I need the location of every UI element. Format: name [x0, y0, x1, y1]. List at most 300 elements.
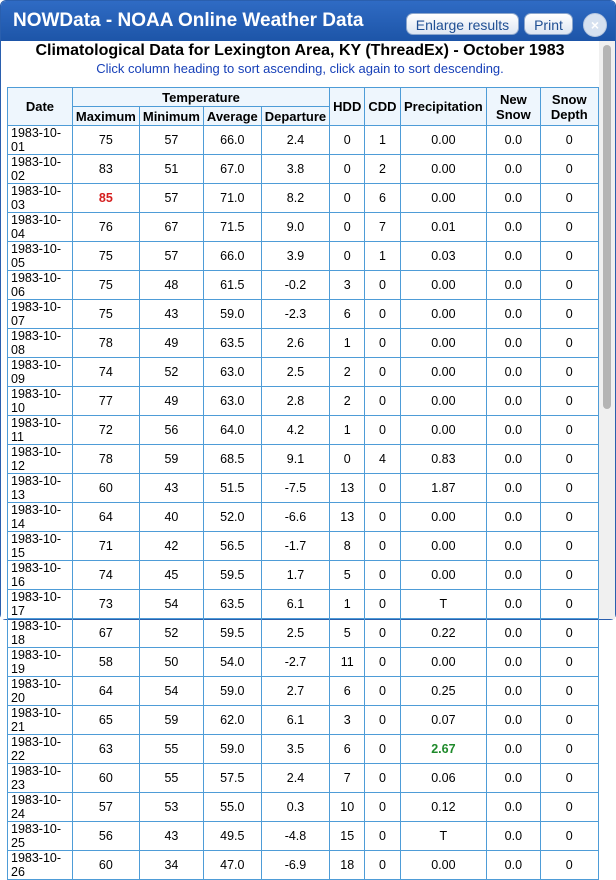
new-snow-cell: 0.0 — [487, 416, 540, 445]
table-row — [8, 445, 599, 474]
min-temp-cell: 51 — [139, 155, 203, 184]
column-header-average[interactable]: Average — [203, 107, 261, 126]
snow-depth-cell: 0 — [540, 387, 598, 416]
cdd-cell: 7 — [365, 213, 400, 242]
column-header-maximum[interactable]: Maximum — [72, 107, 139, 126]
min-temp-cell: 45 — [139, 561, 203, 590]
cdd-cell: 1 — [365, 242, 400, 271]
max-temp-cell: 78 — [72, 445, 139, 474]
hdd-cell: 0 — [330, 155, 365, 184]
min-temp-cell: 55 — [139, 735, 203, 764]
column-header-hdd[interactable]: HDD — [330, 88, 365, 126]
table-row — [8, 648, 599, 677]
avg-temp-cell: 59.0 — [203, 300, 261, 329]
min-temp-cell: 43 — [139, 474, 203, 503]
precipitation-cell: 0.00 — [400, 503, 487, 532]
min-temp-cell: 50 — [139, 648, 203, 677]
avg-temp-cell: 55.0 — [203, 793, 261, 822]
min-temp-cell: 52 — [139, 358, 203, 387]
column-header-departure[interactable]: Departure — [261, 107, 329, 126]
table-row — [8, 764, 599, 793]
new-snow-cell: 0.0 — [487, 851, 540, 880]
date-cell: 1983-10-10 — [8, 387, 73, 416]
precipitation-cell: 0.00 — [400, 300, 487, 329]
departure-cell: 3.8 — [261, 155, 329, 184]
title-bar — [1, 1, 615, 41]
avg-temp-cell: 63.0 — [203, 387, 261, 416]
avg-temp-cell: 59.0 — [203, 735, 261, 764]
snow-depth-cell: 0 — [540, 271, 598, 300]
precipitation-cell: 0.12 — [400, 793, 487, 822]
snow-depth-cell: 0 — [540, 184, 598, 213]
print-button[interactable]: Print — [524, 13, 573, 35]
cdd-cell: 0 — [365, 822, 400, 851]
date-cell: 1983-10-03 — [8, 184, 73, 213]
table-row — [8, 851, 599, 880]
max-temp-cell: 75 — [72, 300, 139, 329]
departure-cell: -2.7 — [261, 648, 329, 677]
date-cell: 1983-10-25 — [8, 822, 73, 851]
min-temp-cell: 56 — [139, 416, 203, 445]
hdd-cell: 1 — [330, 590, 365, 619]
cdd-cell: 0 — [365, 851, 400, 880]
max-temp-cell: 64 — [72, 677, 139, 706]
precipitation-cell: 0.00 — [400, 416, 487, 445]
hdd-cell: 0 — [330, 213, 365, 242]
new-snow-cell: 0.0 — [487, 213, 540, 242]
cdd-cell: 0 — [365, 300, 400, 329]
date-cell: 1983-10-24 — [8, 793, 73, 822]
snow-depth-cell: 0 — [540, 126, 598, 155]
min-temp-cell: 49 — [139, 329, 203, 358]
hdd-cell: 2 — [330, 358, 365, 387]
avg-temp-cell: 63.5 — [203, 329, 261, 358]
date-cell: 1983-10-16 — [8, 561, 73, 590]
max-temp-cell: 63 — [72, 735, 139, 764]
date-cell: 1983-10-05 — [8, 242, 73, 271]
precipitation-cell: 0.00 — [400, 358, 487, 387]
new-snow-cell: 0.0 — [487, 474, 540, 503]
snow-depth-cell: 0 — [540, 561, 598, 590]
cdd-cell: 1 — [365, 126, 400, 155]
precipitation-cell: 0.00 — [400, 561, 487, 590]
avg-temp-cell: 71.5 — [203, 213, 261, 242]
precipitation-cell: 0.00 — [400, 532, 487, 561]
max-temp-cell: 67 — [72, 619, 139, 648]
cdd-cell: 0 — [365, 590, 400, 619]
column-header-new-snow[interactable]: New Snow — [487, 88, 540, 126]
table-row — [8, 387, 599, 416]
cdd-cell: 6 — [365, 184, 400, 213]
precipitation-cell: 0.00 — [400, 155, 487, 184]
cdd-cell: 0 — [365, 532, 400, 561]
max-temp-cell: 72 — [72, 416, 139, 445]
precipitation-cell: 0.01 — [400, 213, 487, 242]
new-snow-cell: 0.0 — [487, 561, 540, 590]
max-temp-cell: 74 — [72, 358, 139, 387]
departure-cell: 9.1 — [261, 445, 329, 474]
sort-instructions: Click column heading to sort ascending, click again to sort descending. — [96, 61, 504, 76]
avg-temp-cell: 66.0 — [203, 242, 261, 271]
min-temp-cell: 52 — [139, 619, 203, 648]
new-snow-cell: 0.0 — [487, 503, 540, 532]
cdd-cell: 2 — [365, 155, 400, 184]
hdd-cell: 11 — [330, 648, 365, 677]
new-snow-cell: 0.0 — [487, 648, 540, 677]
max-temp-cell: 57 — [72, 793, 139, 822]
results-panel — [1, 41, 599, 879]
date-cell: 1983-10-08 — [8, 329, 73, 358]
min-temp-cell: 57 — [139, 126, 203, 155]
avg-temp-cell: 59.5 — [203, 619, 261, 648]
table-row — [8, 474, 599, 503]
avg-temp-cell: 54.0 — [203, 648, 261, 677]
max-temp-cell: 74 — [72, 561, 139, 590]
table-row — [8, 735, 599, 764]
hdd-cell: 5 — [330, 619, 365, 648]
new-snow-cell: 0.0 — [487, 329, 540, 358]
date-cell: 1983-10-17 — [8, 590, 73, 619]
snow-depth-cell: 0 — [540, 532, 598, 561]
departure-cell: -6.9 — [261, 851, 329, 880]
new-snow-cell: 0.0 — [487, 300, 540, 329]
date-cell: 1983-10-19 — [8, 648, 73, 677]
min-temp-cell: 59 — [139, 445, 203, 474]
hdd-cell: 0 — [330, 242, 365, 271]
hdd-cell: 13 — [330, 503, 365, 532]
min-temp-cell: 34 — [139, 851, 203, 880]
max-temp-cell: 60 — [72, 474, 139, 503]
avg-temp-cell: 63.5 — [203, 590, 261, 619]
max-temp-cell: 58 — [72, 648, 139, 677]
min-temp-cell: 67 — [139, 213, 203, 242]
hdd-cell: 0 — [330, 445, 365, 474]
report-heading: Climatological Data for Lexington Area, KY (ThreadEx) - October 1983 — [35, 42, 565, 59]
precipitation-cell: 1.87 — [400, 474, 487, 503]
min-temp-cell: 59 — [139, 706, 203, 735]
cdd-cell: 0 — [365, 561, 400, 590]
table-row — [8, 532, 599, 561]
departure-cell: 4.2 — [261, 416, 329, 445]
max-temp-cell: 75 — [72, 126, 139, 155]
precipitation-cell: 0.00 — [400, 184, 487, 213]
date-cell: 1983-10-02 — [8, 155, 73, 184]
cdd-cell: 0 — [365, 706, 400, 735]
min-temp-cell: 54 — [139, 590, 203, 619]
enlarge-results-button[interactable]: Enlarge results — [406, 13, 519, 35]
avg-temp-cell: 71.0 — [203, 184, 261, 213]
table-row — [8, 155, 599, 184]
hdd-cell: 10 — [330, 793, 365, 822]
table-row — [8, 329, 599, 358]
snow-depth-cell: 0 — [540, 677, 598, 706]
avg-temp-cell: 52.0 — [203, 503, 261, 532]
snow-depth-cell: 0 — [540, 706, 598, 735]
precipitation-cell: T — [400, 822, 487, 851]
departure-cell: -4.8 — [261, 822, 329, 851]
scrollbar-thumb[interactable] — [603, 45, 611, 409]
snow-depth-cell: 0 — [540, 474, 598, 503]
hdd-cell: 18 — [330, 851, 365, 880]
new-snow-cell: 0.0 — [487, 126, 540, 155]
min-temp-cell: 48 — [139, 271, 203, 300]
date-cell: 1983-10-06 — [8, 271, 73, 300]
date-cell: 1983-10-04 — [8, 213, 73, 242]
cdd-cell: 0 — [365, 271, 400, 300]
cdd-cell: 0 — [365, 416, 400, 445]
max-temp-cell: 73 — [72, 590, 139, 619]
cdd-cell: 0 — [365, 793, 400, 822]
date-cell: 1983-10-13 — [8, 474, 73, 503]
snow-depth-cell: 0 — [540, 764, 598, 793]
column-header-minimum[interactable]: Minimum — [139, 107, 203, 126]
table-body — [8, 126, 599, 880]
max-temp-cell: 60 — [72, 851, 139, 880]
snow-depth-cell: 0 — [540, 503, 598, 532]
cdd-cell: 0 — [365, 648, 400, 677]
new-snow-cell: 0.0 — [487, 764, 540, 793]
precipitation-cell: 0.22 — [400, 619, 487, 648]
new-snow-cell: 0.0 — [487, 184, 540, 213]
departure-cell: -6.6 — [261, 503, 329, 532]
min-temp-cell: 43 — [139, 300, 203, 329]
avg-temp-cell: 61.5 — [203, 271, 261, 300]
cdd-cell: 0 — [365, 677, 400, 706]
min-temp-cell: 55 — [139, 764, 203, 793]
date-cell: 1983-10-21 — [8, 706, 73, 735]
min-temp-cell: 43 — [139, 822, 203, 851]
avg-temp-cell: 49.5 — [203, 822, 261, 851]
date-cell: 1983-10-14 — [8, 503, 73, 532]
departure-cell: 3.9 — [261, 242, 329, 271]
departure-cell: 6.1 — [261, 706, 329, 735]
table-row — [8, 677, 599, 706]
table-row — [8, 416, 599, 445]
new-snow-cell: 0.0 — [487, 706, 540, 735]
avg-temp-cell: 57.5 — [203, 764, 261, 793]
precipitation-cell: 0.07 — [400, 706, 487, 735]
min-temp-cell: 57 — [139, 184, 203, 213]
max-temp-cell: 75 — [72, 242, 139, 271]
column-header-snow-depth[interactable]: Snow Depth — [540, 88, 598, 126]
snow-depth-cell: 0 — [540, 648, 598, 677]
snow-depth-cell: 0 — [540, 300, 598, 329]
cdd-cell: 0 — [365, 474, 400, 503]
max-temp-cell: 60 — [72, 764, 139, 793]
departure-cell: -1.7 — [261, 532, 329, 561]
avg-temp-cell: 66.0 — [203, 126, 261, 155]
departure-cell: 6.1 — [261, 590, 329, 619]
precipitation-cell: 0.00 — [400, 851, 487, 880]
avg-temp-cell: 59.0 — [203, 677, 261, 706]
date-cell: 1983-10-07 — [8, 300, 73, 329]
table-row — [8, 184, 599, 213]
date-cell: 1983-10-01 — [8, 126, 73, 155]
max-temp-cell: 85 — [72, 184, 139, 213]
table-row — [8, 503, 599, 532]
date-cell: 1983-10-20 — [8, 677, 73, 706]
snow-depth-cell: 0 — [540, 416, 598, 445]
precipitation-cell: T — [400, 590, 487, 619]
max-temp-cell: 71 — [72, 532, 139, 561]
date-cell: 1983-10-26 — [8, 851, 73, 880]
precipitation-cell: 0.06 — [400, 764, 487, 793]
table-row — [8, 242, 599, 271]
hdd-cell: 0 — [330, 126, 365, 155]
table-row — [8, 590, 599, 619]
max-temp-cell: 76 — [72, 213, 139, 242]
avg-temp-cell: 47.0 — [203, 851, 261, 880]
new-snow-cell: 0.0 — [487, 242, 540, 271]
date-cell: 1983-10-12 — [8, 445, 73, 474]
climate-data-table — [7, 87, 599, 880]
table-row — [8, 822, 599, 851]
new-snow-cell: 0.0 — [487, 387, 540, 416]
precipitation-cell: 0.25 — [400, 677, 487, 706]
cdd-cell: 0 — [365, 764, 400, 793]
departure-cell: 0.3 — [261, 793, 329, 822]
snow-depth-cell: 0 — [540, 329, 598, 358]
snow-depth-cell: 0 — [540, 213, 598, 242]
cdd-cell: 0 — [365, 619, 400, 648]
hdd-cell: 15 — [330, 822, 365, 851]
departure-cell: -0.2 — [261, 271, 329, 300]
snow-depth-cell: 0 — [540, 242, 598, 271]
hdd-cell: 3 — [330, 271, 365, 300]
table-row — [8, 561, 599, 590]
hdd-cell: 6 — [330, 735, 365, 764]
new-snow-cell: 0.0 — [487, 445, 540, 474]
table-row — [8, 793, 599, 822]
table-row — [8, 706, 599, 735]
avg-temp-cell: 51.5 — [203, 474, 261, 503]
hdd-cell: 1 — [330, 329, 365, 358]
vertical-scrollbar[interactable] — [599, 41, 615, 619]
departure-cell: 8.2 — [261, 184, 329, 213]
departure-cell: 2.5 — [261, 358, 329, 387]
departure-cell: 9.0 — [261, 213, 329, 242]
column-header-date[interactable]: Date — [8, 88, 73, 126]
snow-depth-cell: 0 — [540, 793, 598, 822]
table-row — [8, 126, 599, 155]
hdd-cell: 5 — [330, 561, 365, 590]
departure-cell: -7.5 — [261, 474, 329, 503]
precipitation-cell: 0.00 — [400, 648, 487, 677]
snow-depth-cell: 0 — [540, 851, 598, 880]
cdd-cell: 4 — [365, 445, 400, 474]
departure-cell: 2.5 — [261, 619, 329, 648]
precipitation-cell: 0.00 — [400, 329, 487, 358]
departure-cell: 2.4 — [261, 126, 329, 155]
departure-cell: 2.7 — [261, 677, 329, 706]
avg-temp-cell: 63.0 — [203, 358, 261, 387]
new-snow-cell: 0.0 — [487, 358, 540, 387]
hdd-cell: 1 — [330, 416, 365, 445]
new-snow-cell: 0.0 — [487, 271, 540, 300]
departure-cell: 2.8 — [261, 387, 329, 416]
hdd-cell: 6 — [330, 300, 365, 329]
precipitation-cell: 0.00 — [400, 271, 487, 300]
cdd-cell: 0 — [365, 735, 400, 764]
snow-depth-cell: 0 — [540, 822, 598, 851]
table-row — [8, 271, 599, 300]
table-row — [8, 213, 599, 242]
cdd-cell: 0 — [365, 503, 400, 532]
new-snow-cell: 0.0 — [487, 619, 540, 648]
departure-cell: 2.6 — [261, 329, 329, 358]
window-title: NOWData - NOAA Online Weather Data — [13, 10, 364, 31]
new-snow-cell: 0.0 — [487, 735, 540, 764]
avg-temp-cell: 56.5 — [203, 532, 261, 561]
date-cell: 1983-10-09 — [8, 358, 73, 387]
table-row — [8, 358, 599, 387]
close-icon[interactable]: × — [583, 13, 607, 37]
departure-cell: 2.4 — [261, 764, 329, 793]
date-cell: 1983-10-18 — [8, 619, 73, 648]
precipitation-cell: 0.00 — [400, 126, 487, 155]
departure-cell: -2.3 — [261, 300, 329, 329]
max-temp-cell: 77 — [72, 387, 139, 416]
avg-temp-cell: 64.0 — [203, 416, 261, 445]
hdd-cell: 3 — [330, 706, 365, 735]
table-row — [8, 619, 599, 648]
hdd-cell: 6 — [330, 677, 365, 706]
precipitation-cell: 0.83 — [400, 445, 487, 474]
departure-cell: 1.7 — [261, 561, 329, 590]
avg-temp-cell: 67.0 — [203, 155, 261, 184]
new-snow-cell: 0.0 — [487, 822, 540, 851]
snow-depth-cell: 0 — [540, 445, 598, 474]
min-temp-cell: 42 — [139, 532, 203, 561]
new-snow-cell: 0.0 — [487, 793, 540, 822]
snow-depth-cell: 0 — [540, 619, 598, 648]
precipitation-cell: 0.00 — [400, 387, 487, 416]
cdd-cell: 0 — [365, 358, 400, 387]
max-temp-cell: 75 — [72, 271, 139, 300]
avg-temp-cell: 68.5 — [203, 445, 261, 474]
hdd-cell: 2 — [330, 387, 365, 416]
precipitation-cell: 2.67 — [400, 735, 487, 764]
max-temp-cell: 78 — [72, 329, 139, 358]
min-temp-cell: 53 — [139, 793, 203, 822]
new-snow-cell: 0.0 — [487, 677, 540, 706]
column-header-cdd[interactable]: CDD — [365, 88, 400, 126]
min-temp-cell: 54 — [139, 677, 203, 706]
cdd-cell: 0 — [365, 387, 400, 416]
avg-temp-cell: 59.5 — [203, 561, 261, 590]
avg-temp-cell: 62.0 — [203, 706, 261, 735]
date-cell: 1983-10-23 — [8, 764, 73, 793]
hdd-cell: 8 — [330, 532, 365, 561]
max-temp-cell: 65 — [72, 706, 139, 735]
snow-depth-cell: 0 — [540, 590, 598, 619]
date-cell: 1983-10-15 — [8, 532, 73, 561]
column-header-precipitation[interactable]: Precipitation — [400, 88, 487, 126]
new-snow-cell: 0.0 — [487, 155, 540, 184]
min-temp-cell: 49 — [139, 387, 203, 416]
max-temp-cell: 83 — [72, 155, 139, 184]
new-snow-cell: 0.0 — [487, 532, 540, 561]
new-snow-cell: 0.0 — [487, 590, 540, 619]
max-temp-cell: 64 — [72, 503, 139, 532]
precipitation-cell: 0.03 — [400, 242, 487, 271]
hdd-cell: 0 — [330, 184, 365, 213]
max-temp-cell: 56 — [72, 822, 139, 851]
min-temp-cell: 40 — [139, 503, 203, 532]
cdd-cell: 0 — [365, 329, 400, 358]
column-group-temperature: Temperature — [72, 88, 329, 107]
hdd-cell: 7 — [330, 764, 365, 793]
